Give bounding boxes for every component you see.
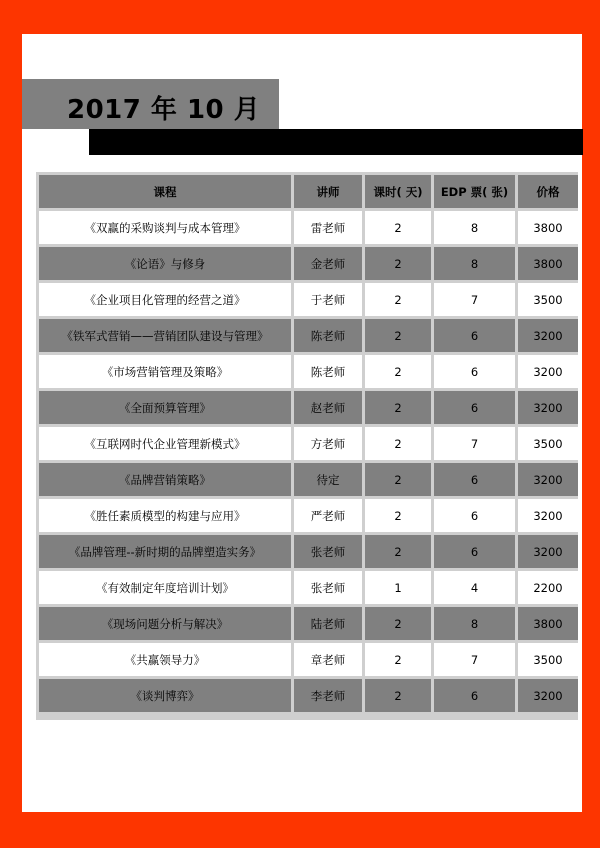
- cell-price: 3800: [518, 247, 578, 280]
- cell-course: 《互联网时代企业管理新模式》: [39, 427, 291, 460]
- table-header-row: [39, 175, 578, 208]
- table-body: [39, 211, 578, 712]
- cell-course: 《谈判博弈》: [39, 679, 291, 712]
- cell-edp: 8: [434, 211, 515, 244]
- column-header-teacher: 讲师: [294, 175, 362, 208]
- cell-course: 《企业项目化管理的经营之道》: [39, 283, 291, 316]
- column-header-days: 课时( 天): [365, 175, 431, 208]
- cell-teacher: 严老师: [294, 499, 362, 532]
- table-row: [39, 355, 578, 388]
- cell-days: 2: [365, 679, 431, 712]
- cell-edp: 6: [434, 391, 515, 424]
- cell-teacher: 于老师: [294, 283, 362, 316]
- cell-teacher: 章老师: [294, 643, 362, 676]
- header-black-bar: [89, 129, 583, 155]
- table-row: [39, 427, 578, 460]
- table-row: [39, 211, 578, 244]
- cell-edp: 6: [434, 499, 515, 532]
- cell-teacher: 李老师: [294, 679, 362, 712]
- table-row: [39, 283, 578, 316]
- cell-days: 2: [365, 211, 431, 244]
- cell-course: 《品牌营销策略》: [39, 463, 291, 496]
- table-row: [39, 607, 578, 640]
- cell-days: 2: [365, 463, 431, 496]
- column-header-course: 课程: [39, 175, 291, 208]
- cell-edp: 8: [434, 607, 515, 640]
- column-header-price: 价格: [518, 175, 578, 208]
- cell-edp: 4: [434, 571, 515, 604]
- table-row: [39, 679, 578, 712]
- cell-days: 2: [365, 283, 431, 316]
- cell-days: 2: [365, 391, 431, 424]
- table-row: [39, 499, 578, 532]
- cell-price: 3200: [518, 463, 578, 496]
- cell-days: 2: [365, 355, 431, 388]
- cell-price: 3200: [518, 499, 578, 532]
- cell-price: 3800: [518, 607, 578, 640]
- cell-days: 2: [365, 427, 431, 460]
- cell-course: 《全面预算管理》: [39, 391, 291, 424]
- table-row: [39, 319, 578, 352]
- cell-course: 《论语》与修身: [39, 247, 291, 280]
- cell-teacher: 陆老师: [294, 607, 362, 640]
- cell-edp: 6: [434, 535, 515, 568]
- cell-course: 《市场营销管理及策略》: [39, 355, 291, 388]
- table-row: [39, 463, 578, 496]
- cell-price: 3500: [518, 643, 578, 676]
- cell-price: 3200: [518, 535, 578, 568]
- cell-price: 3200: [518, 391, 578, 424]
- cell-teacher: 金老师: [294, 247, 362, 280]
- cell-days: 2: [365, 607, 431, 640]
- cell-course: 《品牌管理--新时期的品牌塑造实务》: [39, 535, 291, 568]
- cell-edp: 6: [434, 319, 515, 352]
- course-table-container: [36, 172, 578, 720]
- course-table: [36, 172, 581, 715]
- cell-edp: 6: [434, 679, 515, 712]
- cell-price: 3800: [518, 211, 578, 244]
- column-header-edp: EDP 票( 张): [434, 175, 515, 208]
- cell-teacher: 赵老师: [294, 391, 362, 424]
- cell-edp: 7: [434, 643, 515, 676]
- cell-edp: 8: [434, 247, 515, 280]
- cell-price: 3200: [518, 319, 578, 352]
- cell-edp: 7: [434, 427, 515, 460]
- cell-teacher: 雷老师: [294, 211, 362, 244]
- cell-teacher: 张老师: [294, 571, 362, 604]
- cell-price: 2200: [518, 571, 578, 604]
- table-row: [39, 535, 578, 568]
- cell-price: 3500: [518, 283, 578, 316]
- cell-teacher: 陈老师: [294, 355, 362, 388]
- cell-days: 2: [365, 643, 431, 676]
- cell-price: 3200: [518, 679, 578, 712]
- cell-teacher: 方老师: [294, 427, 362, 460]
- cell-course: 《双赢的采购谈判与成本管理》: [39, 211, 291, 244]
- cell-teacher: 张老师: [294, 535, 362, 568]
- cell-course: 《共赢领导力》: [39, 643, 291, 676]
- cell-course: 《铁军式营销——营销团队建设与管理》: [39, 319, 291, 352]
- table-row: [39, 571, 578, 604]
- table-row: [39, 391, 578, 424]
- cell-days: 2: [365, 535, 431, 568]
- cell-edp: 6: [434, 463, 515, 496]
- page-title: 2017 年 10 月: [67, 95, 261, 125]
- cell-course: 《有效制定年度培训计划》: [39, 571, 291, 604]
- cell-edp: 6: [434, 355, 515, 388]
- title-band: [22, 79, 279, 129]
- cell-course: 《现场问题分析与解决》: [39, 607, 291, 640]
- table-row: [39, 247, 578, 280]
- table-row: [39, 643, 578, 676]
- cell-days: 2: [365, 247, 431, 280]
- cell-price: 3500: [518, 427, 578, 460]
- cell-days: 2: [365, 499, 431, 532]
- cell-edp: 7: [434, 283, 515, 316]
- cell-days: 1: [365, 571, 431, 604]
- cell-course: 《胜任素质模型的构建与应用》: [39, 499, 291, 532]
- cell-days: 2: [365, 319, 431, 352]
- cell-teacher: 待定: [294, 463, 362, 496]
- cell-teacher: 陈老师: [294, 319, 362, 352]
- cell-price: 3200: [518, 355, 578, 388]
